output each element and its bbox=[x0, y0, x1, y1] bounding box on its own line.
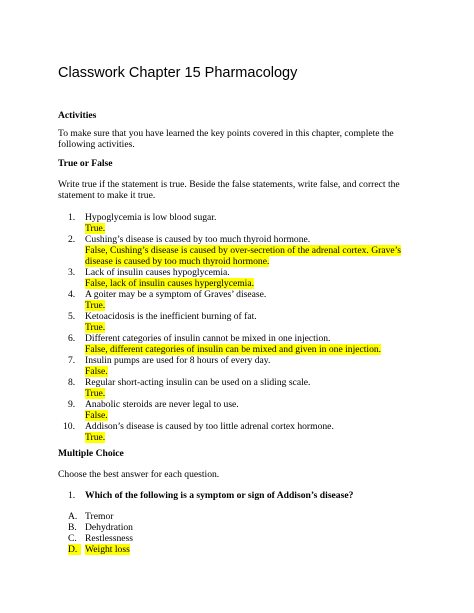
item-statement: Ketoacidosis is the inefficient burning of fat. bbox=[85, 311, 257, 322]
answer-option bbox=[58, 522, 133, 533]
option-letter: D. bbox=[68, 544, 81, 555]
item-number: 8. bbox=[68, 377, 76, 388]
option-text: Tremor bbox=[85, 511, 114, 522]
activities-heading: Activities bbox=[58, 110, 97, 121]
item-answer: True. bbox=[85, 223, 106, 234]
item-answer: True. bbox=[85, 432, 106, 443]
answer-options bbox=[58, 511, 133, 555]
item-answer: True. bbox=[85, 300, 106, 311]
list-item bbox=[58, 355, 425, 377]
item-statement: Hypoglycemia is low blood sugar. bbox=[85, 212, 217, 223]
intro-paragraph: To make sure that you have learned the key points covered in this chapter, complete the following activities. bbox=[58, 128, 394, 150]
question-text: Which of the following is a symptom or sign of Addison’s disease? bbox=[85, 490, 354, 501]
option-letter: C. bbox=[68, 533, 77, 544]
item-answer: True. bbox=[85, 388, 106, 399]
list-item bbox=[58, 333, 425, 355]
list-item bbox=[58, 289, 425, 311]
item-statement: Addison’s disease is caused by too little adrenal cortex hormone. bbox=[85, 421, 334, 432]
list-item bbox=[58, 421, 425, 443]
item-statement: Regular short-acting insulin can be used on a sliding scale. bbox=[85, 377, 311, 388]
multiple-choice-instructions: Choose the best answer for each question. bbox=[58, 469, 220, 480]
list-item bbox=[58, 212, 425, 234]
option-text: Dehydration bbox=[85, 522, 133, 533]
item-number: 5. bbox=[68, 311, 76, 322]
item-answer: False, lack of insulin causes hyperglycemia. bbox=[85, 278, 255, 289]
item-number: 1. bbox=[68, 212, 76, 223]
option-text: Restlessness bbox=[85, 533, 133, 544]
option-letter: B. bbox=[68, 522, 77, 533]
true-false-instructions: Write true if the statement is true. Beside the false statements, write false, and correct the statement to make it true. bbox=[58, 179, 400, 201]
option-text: Weight loss bbox=[85, 544, 130, 555]
item-answer: True. bbox=[85, 322, 106, 333]
option-letter: A. bbox=[68, 511, 78, 522]
item-number: 2. bbox=[68, 234, 76, 245]
list-item bbox=[58, 377, 425, 399]
multiple-choice-heading: Multiple Choice bbox=[58, 448, 124, 459]
item-number: 4. bbox=[68, 289, 76, 300]
item-statement: Anabolic steroids are never legal to use. bbox=[85, 399, 239, 410]
item-number: 3. bbox=[68, 267, 76, 278]
answer-option bbox=[58, 533, 133, 544]
item-answer: False, different categories of insulin can be mixed and given in one injection. bbox=[85, 344, 382, 355]
answer-option bbox=[58, 511, 133, 522]
item-statement: A goiter may be a symptom of Graves’ disease. bbox=[85, 289, 267, 300]
true-false-list bbox=[58, 212, 425, 443]
list-item bbox=[58, 234, 425, 267]
item-statement: Cushing’s disease is caused by too much thyroid hormone. bbox=[85, 234, 311, 245]
item-number: 7. bbox=[68, 355, 76, 366]
item-answer: False. bbox=[85, 366, 108, 377]
document-title: Classwork Chapter 15 Pharmacology bbox=[58, 65, 298, 81]
item-answer: False. bbox=[85, 410, 108, 421]
answer-option-selected bbox=[58, 544, 133, 555]
item-statement: Insulin pumps are used for 8 hours of every day. bbox=[85, 355, 271, 366]
item-number: 6. bbox=[68, 333, 76, 344]
item-statement: Different categories of insulin cannot be mixed in one injection. bbox=[85, 333, 331, 344]
list-item bbox=[58, 399, 425, 421]
list-item bbox=[58, 267, 425, 289]
item-number: 9. bbox=[68, 399, 76, 410]
item-answer: False, Cushing’s disease is caused by over-secretion of the adrenal cortex. Grave’s disease is caused by too much thyroid hormone. bbox=[85, 245, 402, 267]
question-number: 1. bbox=[68, 490, 76, 501]
list-item bbox=[58, 311, 425, 333]
selected-option-highlight bbox=[68, 544, 130, 555]
item-number: 10. bbox=[63, 421, 75, 432]
true-false-heading: True or False bbox=[58, 158, 113, 169]
item-statement: Lack of insulin causes hypoglycemia. bbox=[85, 267, 230, 278]
